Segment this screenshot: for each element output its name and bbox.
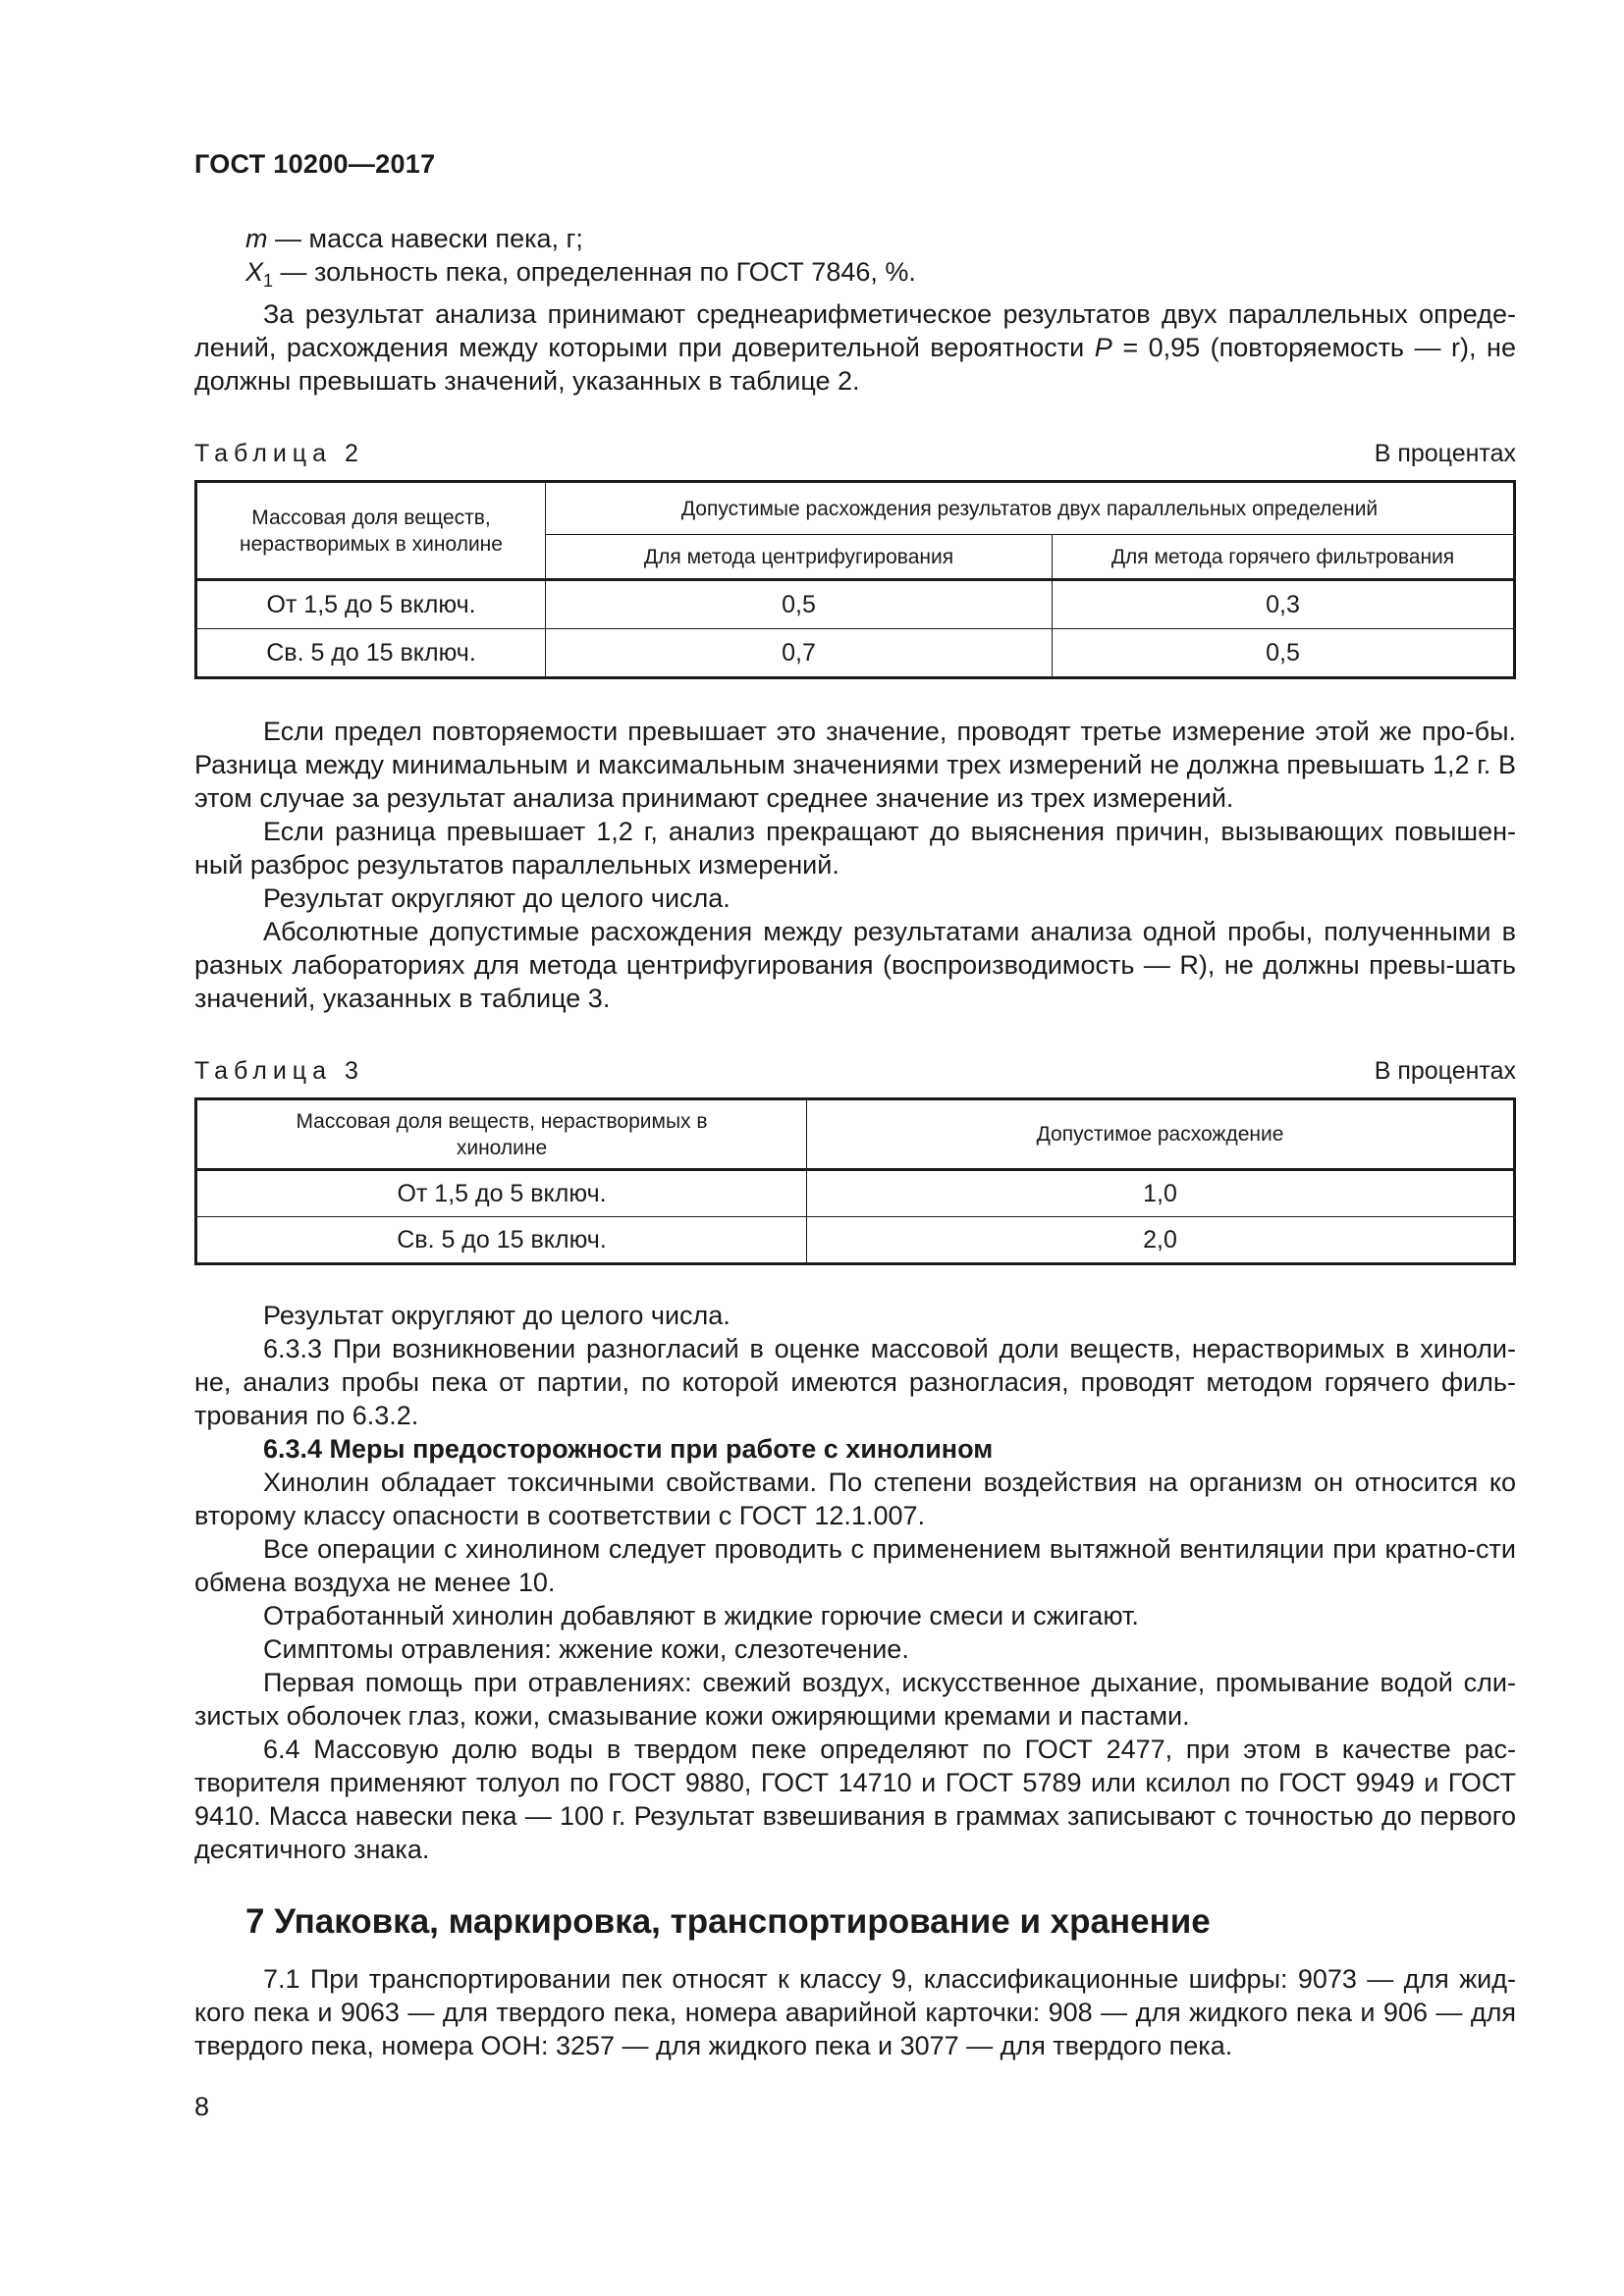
probability-symbol: P [1094, 333, 1112, 362]
table-row [196, 580, 1515, 629]
table-2-head-group: Допустимые расхождения результатов двух параллельных определений [546, 482, 1515, 535]
table-cell: 0,5 [546, 580, 1053, 629]
paragraph: Абсолютные допустимые расхождения между результатами анализа одной пробы, полученными в разных лабораториях для метода центрифугирования (воспроизводимость — R), не должны превы-шать значений, указанных в таблице 3. [194, 917, 1516, 1013]
symbol-x: X [245, 257, 264, 287]
page-number: 8 [194, 2092, 210, 2121]
section-7-title: 7 Упаковка, маркировка, транспортирование и хранение [245, 1902, 1211, 1941]
result-paragraph-end: = 0,95 (повторяемость — r), не должны превышать значений, указанных в таблице 2. [194, 333, 1516, 396]
table-cell: 0,7 [546, 629, 1053, 678]
table-2-head-fraction: Массовая доля веществ, нерастворимых в хинолине [196, 482, 546, 580]
paragraph: Если разница превышает 1,2 г, анализ прекращают до выяснения причин, вызывающих повышен-ный разброс результатов параллельных измерений. [194, 817, 1516, 880]
table-cell: От 1,5 до 5 включ. [196, 580, 546, 629]
paragraph: 6.3.3 При возникновении разногласий в оценке массовой доли веществ, нерастворимых в хиноли-не, анализ пробы пека от партии, по которой имеются разногласия, проводят методом горячего филь-трования по 6.3.2. [194, 1334, 1516, 1430]
paragraph: Результат округляют до целого числа. [263, 1301, 731, 1330]
paragraph: Симптомы отравления: жжение кожи, слезотечение. [263, 1634, 909, 1664]
symbol-definition-m [194, 222, 1516, 255]
table-3-head-discrepancy: Допустимое расхождение [807, 1099, 1515, 1170]
table-3-unit: В процентах [1374, 1057, 1516, 1085]
subsection-title: 6.3.4 Меры предосторожности при работе с хинолином [263, 1434, 994, 1464]
table-cell: 2,0 [807, 1217, 1515, 1264]
table-2-unit: В процентах [1374, 440, 1516, 467]
table-cell: От 1,5 до 5 включ. [196, 1170, 807, 1217]
symbol-definition-x1 [194, 255, 1516, 297]
table-cell: 0,3 [1053, 580, 1515, 629]
table-row [196, 1170, 1515, 1217]
table-3-head-fraction: Массовая доля веществ, нерастворимых в хинолине [196, 1099, 807, 1170]
table-2 [194, 480, 1516, 679]
table-2-header-row [196, 482, 1515, 535]
result-paragraph-start: За результат анализа принимают среднеарифметическое результатов двух параллельных опреде-лений, расхождения между которыми при доверительной вероятности [194, 299, 1516, 362]
paragraph: Все операции с хинолином следует проводить с применением вытяжной вентиляции при кратно-сти обмена воздуха не менее 10. [194, 1534, 1516, 1597]
symbol-m-text: — масса навески пека, г; [267, 224, 583, 253]
paragraph: 7.1 При транспортировании пек относят к классу 9, классификационные шифры: 9073 — для жид-кого пека и 9063 — для твердого пека, номера аварийной карточки: 908 — для жидкого пека и 906 — для твердого пека, номера ООН: 3257 — для жидкого пека и 3077 — для твердого пека. [194, 1964, 1516, 2060]
table-row [196, 629, 1515, 678]
table-2-title: Таблица 2 [194, 440, 364, 467]
table-row [196, 1217, 1515, 1264]
paragraph: Результат округляют до целого числа. [263, 883, 731, 913]
paragraph: Отработанный хинолин добавляют в жидкие горючие смеси и сжигают. [263, 1601, 1139, 1630]
table-3-header-row [196, 1099, 1515, 1170]
page-content [194, 222, 1516, 2062]
symbol-x-subscript: 1 [263, 271, 274, 291]
document-header: ГОСТ 10200—2017 [194, 149, 436, 179]
table-3-title: Таблица 3 [194, 1057, 364, 1085]
paragraph: Первая помощь при отравлениях: свежий воздух, искусственное дыхание, промывание водой сли-зистых оболочек глаз, кожи, смазывание кожи ожиряющими кремами и пастами. [194, 1668, 1516, 1731]
table-3-caption [194, 1054, 1516, 1088]
table-3 [194, 1097, 1516, 1265]
paragraph: Если предел повторяемости превышает это значение, проводят третье измерение этой же про-бы. Разница между минимальным и максимальным значениями трех измерений не должна превышать 1,2 г. В этом случае за результат анализа принимают среднее значение из трех измерений. [194, 717, 1516, 813]
table-cell: 1,0 [807, 1170, 1515, 1217]
table-cell: Св. 5 до 15 включ. [196, 1217, 807, 1264]
symbol-m: m [245, 224, 268, 253]
table-2-head-centrifuge: Для метода центрифугирования [546, 535, 1053, 580]
result-paragraph [194, 297, 1516, 398]
table-cell: 0,5 [1053, 629, 1515, 678]
paragraph: 6.4 Массовую долю воды в твердом пеке определяют по ГОСТ 2477, при этом в качестве рас-творителя применяют толуол по ГОСТ 9880, ГОСТ 14710 и ГОСТ 5789 или ксилол по ГОСТ 9949 и ГОСТ 9410. Масса навески пека — 100 г. Результат взвешивания в граммах записывают с точностью до первого десятичного знака. [194, 1735, 1516, 1864]
paragraph: Хинолин обладает токсичными свойствами. По степени воздействия на организм он относится ко второму классу опасности в соответствии с ГОСТ 12.1.007. [194, 1468, 1516, 1530]
table-2-caption [194, 437, 1516, 470]
symbol-x-text: — зольность пека, определенная по ГОСТ 7846, %. [273, 257, 916, 287]
table-2-head-hot-filtration: Для метода горячего фильтрования [1053, 535, 1515, 580]
table-cell: Св. 5 до 15 включ. [196, 629, 546, 678]
